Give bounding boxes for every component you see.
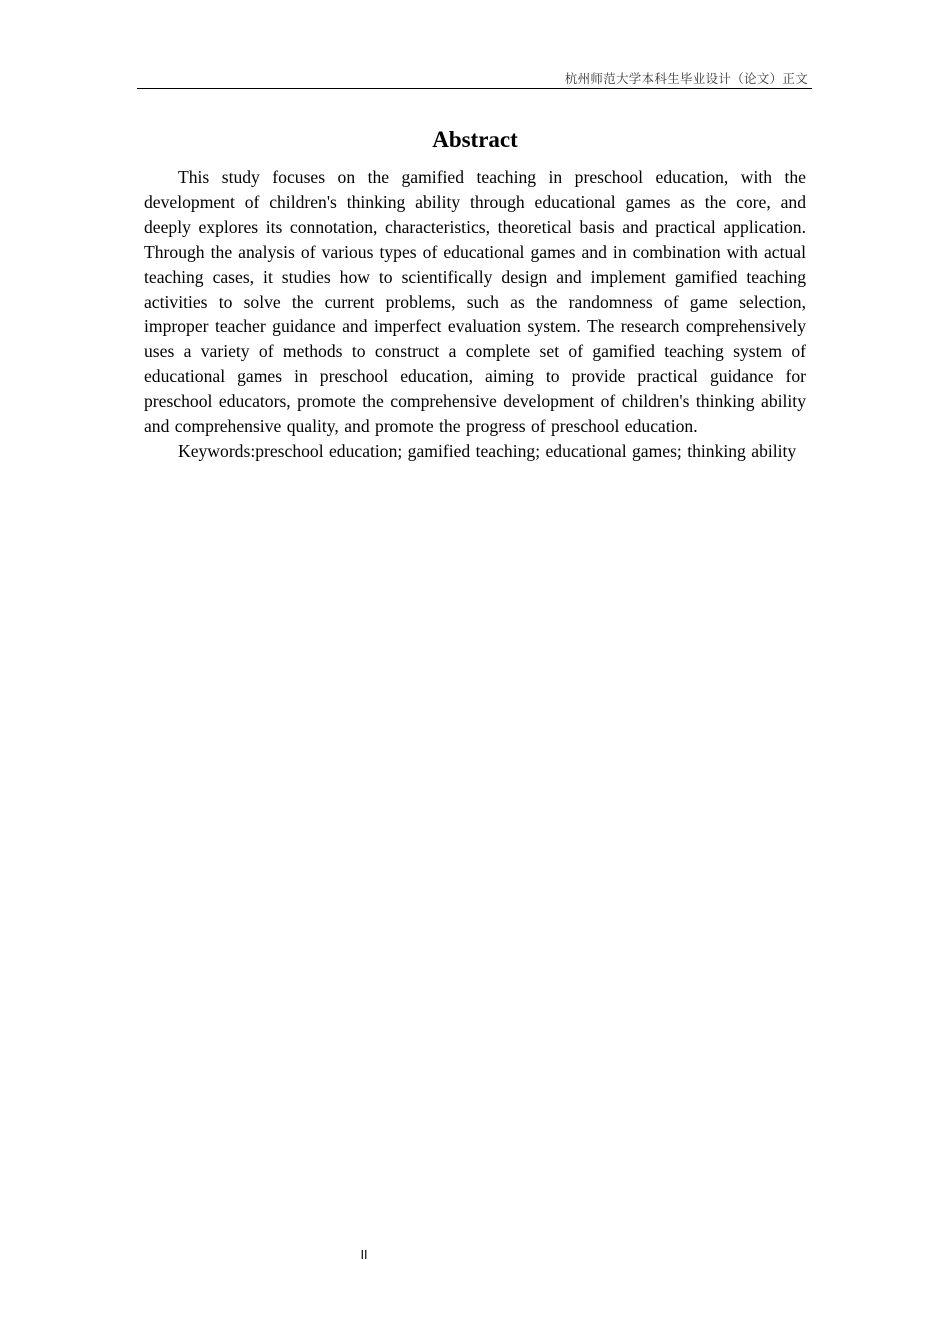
abstract-paragraph: This study focuses on the gamified teaching in preschool education, with the development of children's thinking ability through educational games as the core, and deeply explores its connotation, characteristics, theoretical basis and practical application. Through the analysis of various types of educational games and in combination with actual teaching cases, it studies how to scientifically design and implement gamified teaching activities to solve the current problems, such as the randomness of game selection, improper teacher guidance and imperfect evaluation system. The research comprehensively uses a variety of methods to construct a complete set of gamified teaching system of educational games in preschool education, aiming to provide practical guidance for preschool educators, promote the comprehensive development of children's thinking ability and comprehensive quality, and promote the progress of preschool education. xyxy=(144,167,806,437)
running-header xyxy=(137,70,812,89)
keywords-paragraph: Keywords:preschool education; gamified teaching; educational games; thinking ability xyxy=(178,440,797,461)
abstract-title: Abstract xyxy=(432,127,518,152)
page-number: II xyxy=(360,1248,368,1262)
abstract-section xyxy=(144,165,806,464)
running-header-title: 杭州师范大学本科生毕业设计（论文）正文 xyxy=(564,71,808,86)
